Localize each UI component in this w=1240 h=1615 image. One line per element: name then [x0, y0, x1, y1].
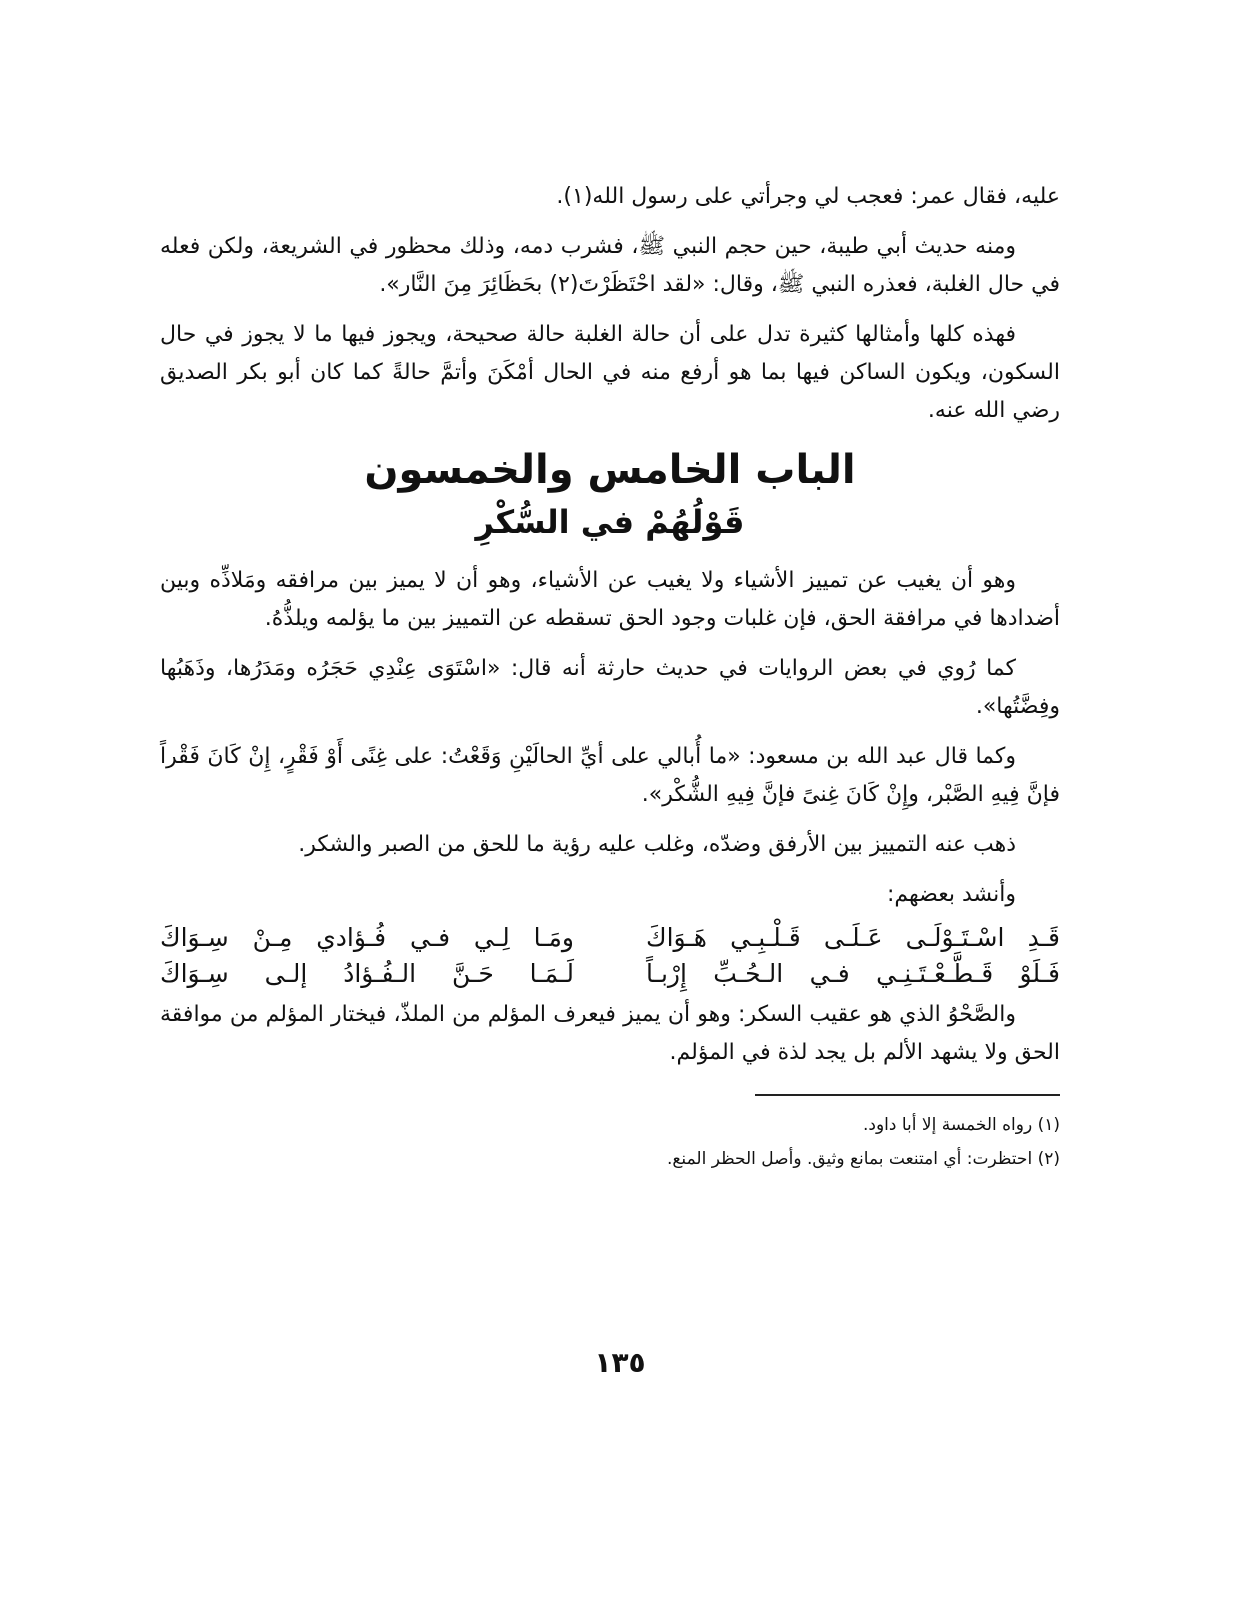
paragraph: فهذه كلها وأمثالها كثيرة تدل على أن حالة الغلبة حالة صحيحة، ويجوز فيها ما لا يجوز في حال السكون، ويكون الساكن فيها بما هو أرفع منه في الحال أمْكَنَ وأتمَّ حالةً كما كان أبو بكر الصديق رضي الله عنه. [160, 322, 1060, 423]
paragraph: عليه، فقال عمر: فعجب لي وجرأتي على رسول الله(١). [556, 184, 1060, 209]
verse-first-hemistich: فَـلَوْ قَـطَّـعْـتَـنِـي فـي الـحُـبِّ إِرْبـاً [646, 959, 1060, 988]
verse-second-hemistich: ومَـا لِـي فـي فُـؤادي مِـنْ سِـوَاكَ [160, 923, 574, 952]
footnote: (١) رواه الخمسة إلا أبا داود. [863, 1115, 1060, 1135]
page-body [160, 178, 1060, 1178]
poem-intro: وأنشد بعضهم: [886, 882, 1016, 907]
paragraph: وكما قال عبد الله بن مسعود: «ما أُبالي على أيِّ الحالَيْنِ وَقَعْتُ: على غِنًى أَوْ فَقْرٍ، إِنْ كَانَ فَقْراً فإنَّ فِيهِ الصَّبْر، وإِنْ كَانَ غِنىً فإنَّ فِيهِ الشُّكْر». [160, 744, 1060, 807]
page-number: ١٣٥ [594, 1346, 646, 1379]
chapter-title: الباب الخامس والخمسون [364, 447, 856, 493]
paragraph: كما رُوي في بعض الروايات في حديث حارثة أنه قال: «اسْتَوَى عِنْدِي حَجَرُه ومَدَرُها، وذَهَبُها وفِضَّتُها». [160, 656, 1060, 719]
verse-second-hemistich: لَـمَـا حَـنَّ الـفُـؤادُ إلـى سِـوَاكَ [160, 959, 574, 988]
chapter-subtitle: قَوْلُهُمْ في السُّكْرِ [475, 503, 745, 541]
footnote: (٢) احتظرت: أي امتنعت بمانع وثيق. وأصل الحظر المنع. [666, 1149, 1060, 1169]
verse-line [160, 920, 1060, 956]
verse-line [160, 956, 1060, 992]
poem [160, 920, 1060, 992]
paragraph: وهو أن يغيب عن تمييز الأشياء ولا يغيب عن الأشياء، وهو أن لا يميز بين مرافقه ومَلاذِّه وبين أضدادها في مرافقة الحق، فإن غلبات وجود الحق تسقطه عن التمييز بين ما يؤلمه ويلذُّهُ. [160, 568, 1060, 631]
footnote-divider [755, 1094, 1060, 1096]
paragraph: ومنه حديث أبي طيبة، حين حجم النبي ﷺ، فشرب دمه، وذلك محظور في الشريعة، ولكن فعله في حال الغلبة، فعذره النبي ﷺ، وقال: «لقد احْتَظَرْتَ(٢) بحَظَائِرَ مِنَ النَّار». [160, 234, 1060, 297]
paragraph: ذهب عنه التمييز بين الأرفق وضدّه، وغلب عليه رؤية ما للحق من الصبر والشكر. [298, 832, 1016, 857]
paragraph: والصَّحْوُ الذي هو عقيب السكر: وهو أن يميز فيعرف المؤلم من الملذّ، فيختار المؤلم من موافقة الحق ولا يشهد الألم بل يجد لذة في المؤلم. [160, 1002, 1060, 1065]
verse-first-hemistich: قَـدِ اسْـتَـوْلَـى عَـلَـى قَـلْـبِـي هَـوَاكَ [646, 923, 1060, 952]
